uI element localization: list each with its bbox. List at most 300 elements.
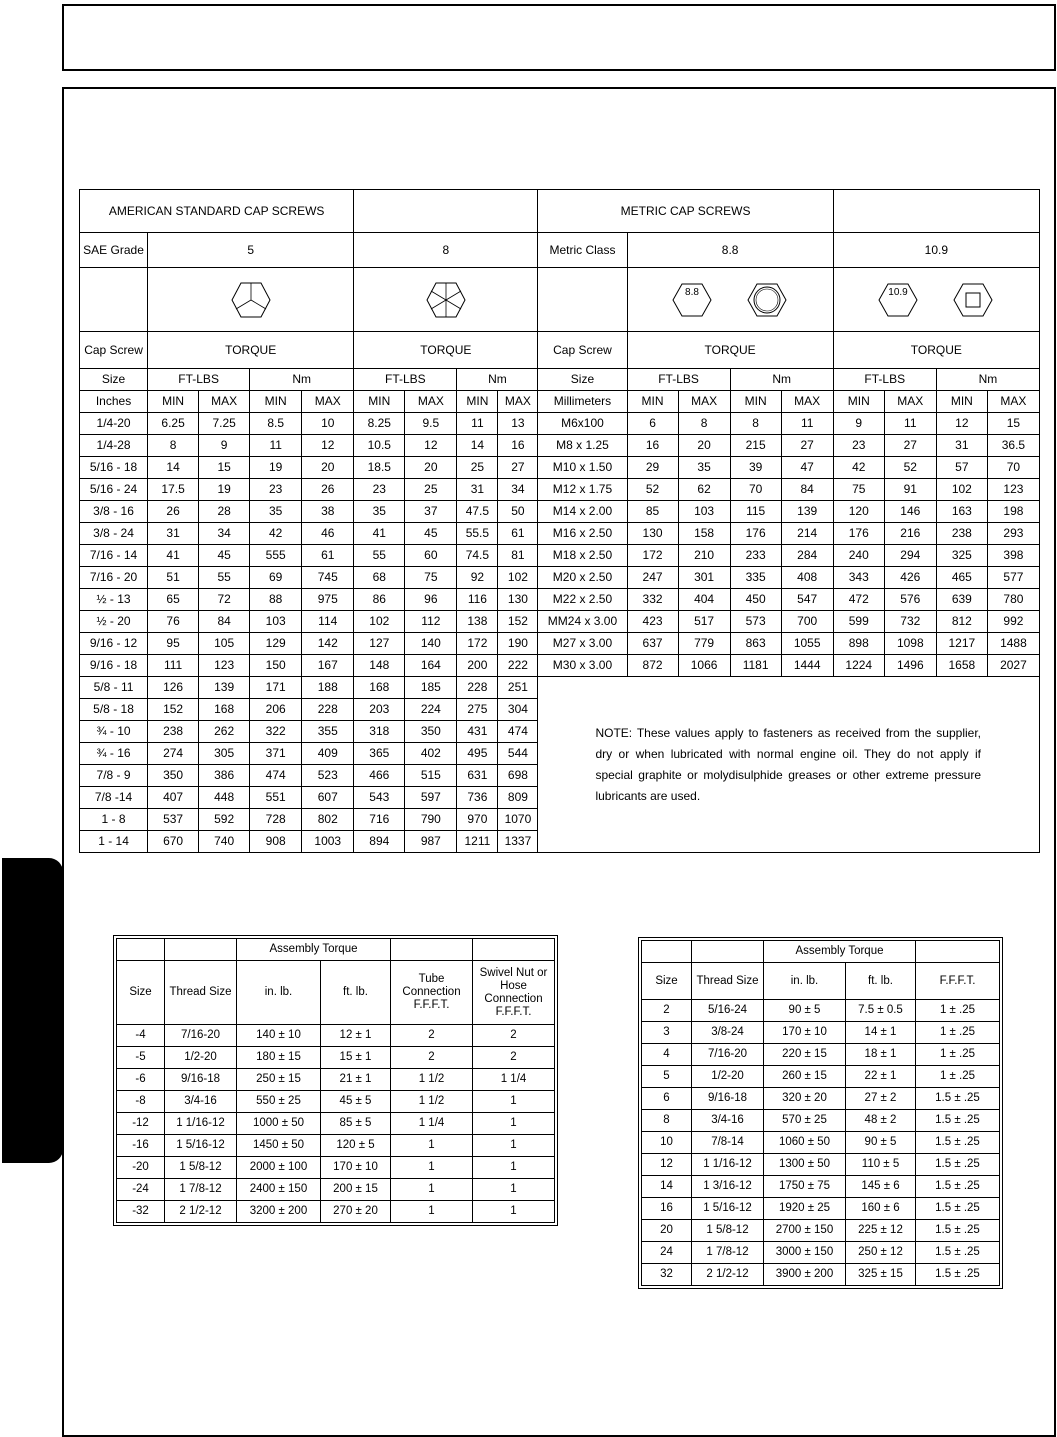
american-value-cell: 11 <box>457 413 498 435</box>
metric-value-cell: 573 <box>730 611 781 633</box>
american-value-cell: 355 <box>302 721 354 743</box>
american-value-cell: 34 <box>498 479 538 501</box>
metric-value-cell: 779 <box>678 633 730 655</box>
american-value-cell: 631 <box>457 765 498 787</box>
metric-value-cell: 36.5 <box>987 435 1039 457</box>
hose-table-cell: 1750 ± 75 <box>764 1176 846 1198</box>
tube-table-cell: 7/16-20 <box>165 1025 237 1047</box>
american-value-cell: 728 <box>250 809 302 831</box>
table-row <box>80 457 1040 479</box>
american-size-cell: 9/16 - 18 <box>80 655 148 677</box>
american-value-cell: 592 <box>199 809 250 831</box>
metric-size-cell: M22 x 2.50 <box>538 589 627 611</box>
class-8-8: 8.8 <box>627 233 833 268</box>
class-8-8-hex-label: 8.8 <box>685 286 700 298</box>
metric-value-cell: 812 <box>936 611 987 633</box>
metric-value-cell: 293 <box>987 523 1039 545</box>
metric-value-cell: 216 <box>884 523 936 545</box>
tube-table-cell: 1 5/8-12 <box>165 1157 237 1179</box>
american-value-cell: 41 <box>354 523 405 545</box>
tube-table-cell: -20 <box>117 1157 165 1179</box>
max-header: MAX <box>302 391 354 413</box>
section-tab <box>2 858 63 1163</box>
american-value-cell: 50 <box>498 501 538 523</box>
metric-value-cell: 176 <box>833 523 884 545</box>
table-row <box>80 413 1040 435</box>
american-size-cell: 5/8 - 11 <box>80 677 148 699</box>
american-value-cell: 111 <box>148 655 199 677</box>
tube-table-cell: -16 <box>117 1135 165 1157</box>
ffft-header: F.F.F.T. <box>916 963 1000 1000</box>
torque-header: TORQUE <box>627 332 833 369</box>
hose-fitting-torque-table <box>641 940 1000 1286</box>
american-value-cell: 407 <box>148 787 199 809</box>
tube-fitting-torque-table <box>116 938 555 1223</box>
american-value-cell: 555 <box>250 545 302 567</box>
max-header: MAX <box>405 391 457 413</box>
american-size-cell: 1 - 14 <box>80 831 148 853</box>
metric-value-cell: 423 <box>627 611 678 633</box>
min-header: MIN <box>833 391 884 413</box>
metric-value-cell: 325 <box>936 545 987 567</box>
table-row <box>80 633 1040 655</box>
american-value-cell: 138 <box>457 611 498 633</box>
metric-value-cell: 47 <box>781 457 833 479</box>
american-value-cell: 114 <box>302 611 354 633</box>
metric-value-cell: 247 <box>627 567 678 589</box>
hose-table-cell: 14 ± 1 <box>846 1022 916 1044</box>
american-value-cell: 670 <box>148 831 199 853</box>
american-value-cell: 275 <box>457 699 498 721</box>
tube-table-cell: 1/2-20 <box>165 1047 237 1069</box>
table-row <box>642 1088 1000 1110</box>
american-value-cell: 409 <box>302 743 354 765</box>
american-value-cell: 55 <box>199 567 250 589</box>
hose-table-cell: 225 ± 12 <box>846 1220 916 1242</box>
american-value-cell: 61 <box>302 545 354 567</box>
hose-table-cell: 24 <box>642 1242 692 1264</box>
blank-cell <box>391 939 473 961</box>
hose-table-cell: 1.5 ± .25 <box>916 1198 1000 1220</box>
hose-table-cell: 3900 ± 200 <box>764 1264 846 1286</box>
american-value-cell: 25 <box>405 479 457 501</box>
hose-table-cell: 6 <box>642 1088 692 1110</box>
hose-table-cell: 48 ± 2 <box>846 1110 916 1132</box>
american-size-cell: 3/8 - 24 <box>80 523 148 545</box>
metric-value-cell: 898 <box>833 633 884 655</box>
in-lb-header: in. lb. <box>237 961 321 1025</box>
american-size-cell: 3/8 - 16 <box>80 501 148 523</box>
american-value-cell: 802 <box>302 809 354 831</box>
american-value-cell: 15 <box>199 457 250 479</box>
table-row <box>642 1110 1000 1132</box>
tube-table-cell: 1 1/16-12 <box>165 1113 237 1135</box>
size-label: Size <box>538 369 627 391</box>
table-row <box>642 1176 1000 1198</box>
american-size-cell: 1/4-28 <box>80 435 148 457</box>
metric-value-cell: 210 <box>678 545 730 567</box>
tube-table-cell: 140 ± 10 <box>237 1025 321 1047</box>
metric-value-cell: 120 <box>833 501 884 523</box>
metric-value-cell: 214 <box>781 523 833 545</box>
american-value-cell: 224 <box>405 699 457 721</box>
american-title: AMERICAN STANDARD CAP SCREWS <box>80 190 354 233</box>
american-value-cell: 1003 <box>302 831 354 853</box>
american-value-cell: 42 <box>250 523 302 545</box>
american-value-cell: 251 <box>498 677 538 699</box>
table-row <box>642 1220 1000 1242</box>
grade-5-hex-icon <box>230 281 272 319</box>
american-value-cell: 12 <box>405 435 457 457</box>
hose-table-cell: 250 ± 12 <box>846 1242 916 1264</box>
metric-value-cell: 163 <box>936 501 987 523</box>
metric-value-cell: 863 <box>730 633 781 655</box>
hose-table-cell: 1.5 ± .25 <box>916 1176 1000 1198</box>
table-row <box>642 1044 1000 1066</box>
max-header: MAX <box>884 391 936 413</box>
american-value-cell: 35 <box>354 501 405 523</box>
american-value-cell: 148 <box>354 655 405 677</box>
hose-table-cell: 1.5 ± .25 <box>916 1154 1000 1176</box>
class-10-9-hex-icon <box>876 281 996 319</box>
american-value-cell: 185 <box>405 677 457 699</box>
metric-value-cell: 11 <box>781 413 833 435</box>
table-row <box>117 1201 555 1223</box>
max-header: MAX <box>987 391 1039 413</box>
american-value-cell: 8 <box>148 435 199 457</box>
metric-value-cell: 176 <box>730 523 781 545</box>
american-value-cell: 152 <box>498 611 538 633</box>
hose-table-cell: 5/16-24 <box>692 1000 764 1022</box>
american-value-cell: 46 <box>302 523 354 545</box>
american-value-cell: 45 <box>199 545 250 567</box>
table-row <box>117 1091 555 1113</box>
hose-table-cell: 7.5 ± 0.5 <box>846 1000 916 1022</box>
metric-value-cell: 547 <box>781 589 833 611</box>
american-size-cell: ½ - 13 <box>80 589 148 611</box>
american-value-cell: 171 <box>250 677 302 699</box>
american-value-cell: 18.5 <box>354 457 405 479</box>
table-row <box>117 1113 555 1135</box>
hose-table-cell: 1.5 ± .25 <box>916 1110 1000 1132</box>
american-value-cell: 523 <box>302 765 354 787</box>
american-value-cell: 103 <box>250 611 302 633</box>
torque-header: TORQUE <box>148 332 354 369</box>
american-value-cell: 386 <box>199 765 250 787</box>
ftlbs-header: FT-LBS <box>627 369 730 391</box>
table-row <box>80 501 1040 523</box>
american-value-cell: 172 <box>457 633 498 655</box>
tube-table-cell: 1 <box>473 1201 555 1223</box>
metric-value-cell: 12 <box>936 413 987 435</box>
lubrication-note: NOTE: These values apply to fasteners as received from the supplier, dry or when lubricated with normal engine oil. They do not apply if special graphite or molydisulphide greases or other extreme pressure lubricants are used. <box>538 677 1040 853</box>
american-value-cell: 448 <box>199 787 250 809</box>
metric-value-cell: 57 <box>936 457 987 479</box>
american-value-cell: 126 <box>148 677 199 699</box>
american-value-cell: 716 <box>354 809 405 831</box>
metric-value-cell: 426 <box>884 567 936 589</box>
metric-value-cell: 577 <box>987 567 1039 589</box>
tube-table-cell: 200 ± 15 <box>321 1179 391 1201</box>
american-value-cell: 12 <box>302 435 354 457</box>
metric-value-cell: 450 <box>730 589 781 611</box>
table-row <box>642 1132 1000 1154</box>
hose-table-cell: 1 1/16-12 <box>692 1154 764 1176</box>
metric-value-cell: 85 <box>627 501 678 523</box>
metric-value-cell: 599 <box>833 611 884 633</box>
metric-value-cell: 284 <box>781 545 833 567</box>
table-row <box>117 1135 555 1157</box>
metric-value-cell: 472 <box>833 589 884 611</box>
american-value-cell: 809 <box>498 787 538 809</box>
hose-table-cell: 1.5 ± .25 <box>916 1264 1000 1286</box>
american-value-cell: 9.5 <box>405 413 457 435</box>
metric-value-cell: 700 <box>781 611 833 633</box>
tube-table-cell: 2 1/2-12 <box>165 1201 237 1223</box>
american-value-cell: 495 <box>457 743 498 765</box>
american-value-cell: 65 <box>148 589 199 611</box>
american-value-cell: 14 <box>457 435 498 457</box>
american-value-cell: 9 <box>199 435 250 457</box>
blank-cell <box>538 268 627 332</box>
american-size-cell: 5/8 - 18 <box>80 699 148 721</box>
american-value-cell: 102 <box>498 567 538 589</box>
hose-table-cell: 1.5 ± .25 <box>916 1132 1000 1154</box>
hose-table-cell: 10 <box>642 1132 692 1154</box>
hose-table-cell: 14 <box>642 1176 692 1198</box>
table-row <box>642 1022 1000 1044</box>
metric-value-cell: 398 <box>987 545 1039 567</box>
hose-table-cell: 4 <box>642 1044 692 1066</box>
min-header: MIN <box>354 391 405 413</box>
tube-table-cell: 1 <box>473 1179 555 1201</box>
american-value-cell: 474 <box>250 765 302 787</box>
tube-table-cell: -12 <box>117 1113 165 1135</box>
hose-table-cell: 160 ± 6 <box>846 1198 916 1220</box>
class-8-8-hex-icon <box>670 281 790 319</box>
hose-table-cell: 1.5 ± .25 <box>916 1220 1000 1242</box>
american-value-cell: 515 <box>405 765 457 787</box>
american-size-cell: 7/8 - 9 <box>80 765 148 787</box>
american-value-cell: 129 <box>250 633 302 655</box>
american-value-cell: 84 <box>199 611 250 633</box>
american-value-cell: 35 <box>250 501 302 523</box>
american-value-cell: 123 <box>199 655 250 677</box>
tube-table-cell: 1 <box>391 1201 473 1223</box>
american-value-cell: 203 <box>354 699 405 721</box>
grade-8-head-marking <box>354 268 538 332</box>
min-header: MIN <box>457 391 498 413</box>
metric-value-cell: 42 <box>833 457 884 479</box>
american-value-cell: 908 <box>250 831 302 853</box>
metric-size-cell: M6x100 <box>538 413 627 435</box>
metric-value-cell: 335 <box>730 567 781 589</box>
american-value-cell: 10 <box>302 413 354 435</box>
american-value-cell: 139 <box>199 677 250 699</box>
table-row <box>642 1264 1000 1286</box>
american-value-cell: 105 <box>199 633 250 655</box>
american-value-cell: 168 <box>354 677 405 699</box>
tube-table-cell: 550 ± 25 <box>237 1091 321 1113</box>
american-value-cell: 10.5 <box>354 435 405 457</box>
american-value-cell: 238 <box>148 721 199 743</box>
metric-value-cell: 198 <box>987 501 1039 523</box>
metric-value-cell: 8 <box>730 413 781 435</box>
cap-screw-label: Cap Screw <box>538 332 627 369</box>
american-value-cell: 19 <box>199 479 250 501</box>
hose-table-cell: 1 5/16-12 <box>692 1198 764 1220</box>
class-10-9-head-marking <box>833 268 1039 332</box>
min-header: MIN <box>627 391 678 413</box>
metric-value-cell: 9 <box>833 413 884 435</box>
american-value-cell: 102 <box>354 611 405 633</box>
metric-size-cell: M14 x 2.00 <box>538 501 627 523</box>
american-value-cell: 95 <box>148 633 199 655</box>
min-header: MIN <box>250 391 302 413</box>
american-size-cell: ¾ - 16 <box>80 743 148 765</box>
tube-table-cell: 250 ± 15 <box>237 1069 321 1091</box>
metric-value-cell: 1055 <box>781 633 833 655</box>
hose-table-cell: 3000 ± 150 <box>764 1242 846 1264</box>
metric-value-cell: 146 <box>884 501 936 523</box>
hose-table-cell: 320 ± 20 <box>764 1088 846 1110</box>
american-value-cell: 736 <box>457 787 498 809</box>
metric-value-cell: 115 <box>730 501 781 523</box>
tube-table-cell: 1 <box>391 1135 473 1157</box>
tube-table-cell: 2 <box>391 1025 473 1047</box>
american-value-cell: 34 <box>199 523 250 545</box>
nm-header: Nm <box>730 369 833 391</box>
nm-header: Nm <box>936 369 1039 391</box>
metric-value-cell: 1066 <box>678 655 730 677</box>
cap-screw-label: Cap Screw <box>80 332 148 369</box>
american-value-cell: 74.5 <box>457 545 498 567</box>
table-row <box>117 1157 555 1179</box>
american-size-cell: 5/16 - 24 <box>80 479 148 501</box>
in-lb-header: in. lb. <box>764 963 846 1000</box>
american-value-cell: 28 <box>199 501 250 523</box>
american-value-cell: 607 <box>302 787 354 809</box>
table-row <box>80 545 1040 567</box>
american-value-cell: 1070 <box>498 809 538 831</box>
grade-5: 5 <box>148 233 354 268</box>
metric-value-cell: 20 <box>678 435 730 457</box>
american-value-cell: 41 <box>148 545 199 567</box>
table-row <box>642 1242 1000 1264</box>
nm-header: Nm <box>457 369 538 391</box>
american-value-cell: 190 <box>498 633 538 655</box>
metric-title: METRIC CAP SCREWS <box>538 190 833 233</box>
metric-value-cell: 91 <box>884 479 936 501</box>
american-value-cell: 274 <box>148 743 199 765</box>
metric-class-label: Metric Class <box>538 233 627 268</box>
blank-cell <box>692 941 764 963</box>
swivel-nut-header: Swivel Nut or Hose Connection F.F.F.T. <box>473 961 555 1025</box>
american-value-cell: 31 <box>148 523 199 545</box>
blank-cell <box>916 941 1000 963</box>
metric-value-cell: 301 <box>678 567 730 589</box>
metric-value-cell: 35 <box>678 457 730 479</box>
metric-value-cell: 62 <box>678 479 730 501</box>
metric-size-cell: M16 x 2.50 <box>538 523 627 545</box>
tube-table-cell: -6 <box>117 1069 165 1091</box>
metric-size-cell: MM24 x 3.00 <box>538 611 627 633</box>
american-value-cell: 745 <box>302 567 354 589</box>
hose-table-cell: 220 ± 15 <box>764 1044 846 1066</box>
american-value-cell: 127 <box>354 633 405 655</box>
american-value-cell: 371 <box>250 743 302 765</box>
american-value-cell: 544 <box>498 743 538 765</box>
hose-table-cell: 170 ± 10 <box>764 1022 846 1044</box>
tube-table-cell: 1 7/8-12 <box>165 1179 237 1201</box>
metric-value-cell: 11 <box>884 413 936 435</box>
grade-8-hex-icon <box>425 281 467 319</box>
american-value-cell: 16 <box>498 435 538 457</box>
american-value-cell: 17.5 <box>148 479 199 501</box>
hose-table-cell: 22 ± 1 <box>846 1066 916 1088</box>
hose-table-cell: 1 ± .25 <box>916 1044 1000 1066</box>
american-value-cell: 69 <box>250 567 302 589</box>
tube-table-cell: -8 <box>117 1091 165 1113</box>
metric-value-cell: 1181 <box>730 655 781 677</box>
table-row <box>80 677 1040 699</box>
table-row <box>642 1198 1000 1220</box>
table-row <box>117 1069 555 1091</box>
tube-table-cell: 180 ± 15 <box>237 1047 321 1069</box>
hose-table-cell: 1 ± .25 <box>916 1000 1000 1022</box>
american-value-cell: 402 <box>405 743 457 765</box>
metric-value-cell: 1444 <box>781 655 833 677</box>
hose-table-cell: 1060 ± 50 <box>764 1132 846 1154</box>
header-box <box>62 4 1056 71</box>
metric-value-cell: 1224 <box>833 655 884 677</box>
metric-value-cell: 52 <box>627 479 678 501</box>
tube-table-cell: 1 5/16-12 <box>165 1135 237 1157</box>
american-value-cell: 474 <box>498 721 538 743</box>
tube-table-cell: -32 <box>117 1201 165 1223</box>
hose-table-cell: 1 ± .25 <box>916 1066 1000 1088</box>
table-row <box>642 1066 1000 1088</box>
american-value-cell: 75 <box>405 567 457 589</box>
american-value-cell: 164 <box>405 655 457 677</box>
class-8-8-head-marking <box>627 268 833 332</box>
american-value-cell: 88 <box>250 589 302 611</box>
hose-table-cell: 1 3/16-12 <box>692 1176 764 1198</box>
american-value-cell: 37 <box>405 501 457 523</box>
size-label: Size <box>80 369 148 391</box>
metric-value-cell: 1496 <box>884 655 936 677</box>
table-row <box>80 567 1040 589</box>
american-value-cell: 31 <box>457 479 498 501</box>
metric-value-cell: 404 <box>678 589 730 611</box>
hose-table-cell: 2 <box>642 1000 692 1022</box>
american-value-cell: 55 <box>354 545 405 567</box>
metric-value-cell: 215 <box>730 435 781 457</box>
hose-table-cell: 9/16-18 <box>692 1088 764 1110</box>
metric-value-cell: 31 <box>936 435 987 457</box>
metric-value-cell: 6 <box>627 413 678 435</box>
ftlbs-header: FT-LBS <box>833 369 936 391</box>
tube-table-cell: 2 <box>391 1047 473 1069</box>
hose-table-cell: 90 ± 5 <box>846 1132 916 1154</box>
american-value-cell: 72 <box>199 589 250 611</box>
american-value-cell: 19 <box>250 457 302 479</box>
blank-cell <box>473 939 555 961</box>
american-value-cell: 350 <box>148 765 199 787</box>
metric-size-cell: M8 x 1.25 <box>538 435 627 457</box>
ftlbs-header: FT-LBS <box>354 369 457 391</box>
metric-value-cell: 238 <box>936 523 987 545</box>
